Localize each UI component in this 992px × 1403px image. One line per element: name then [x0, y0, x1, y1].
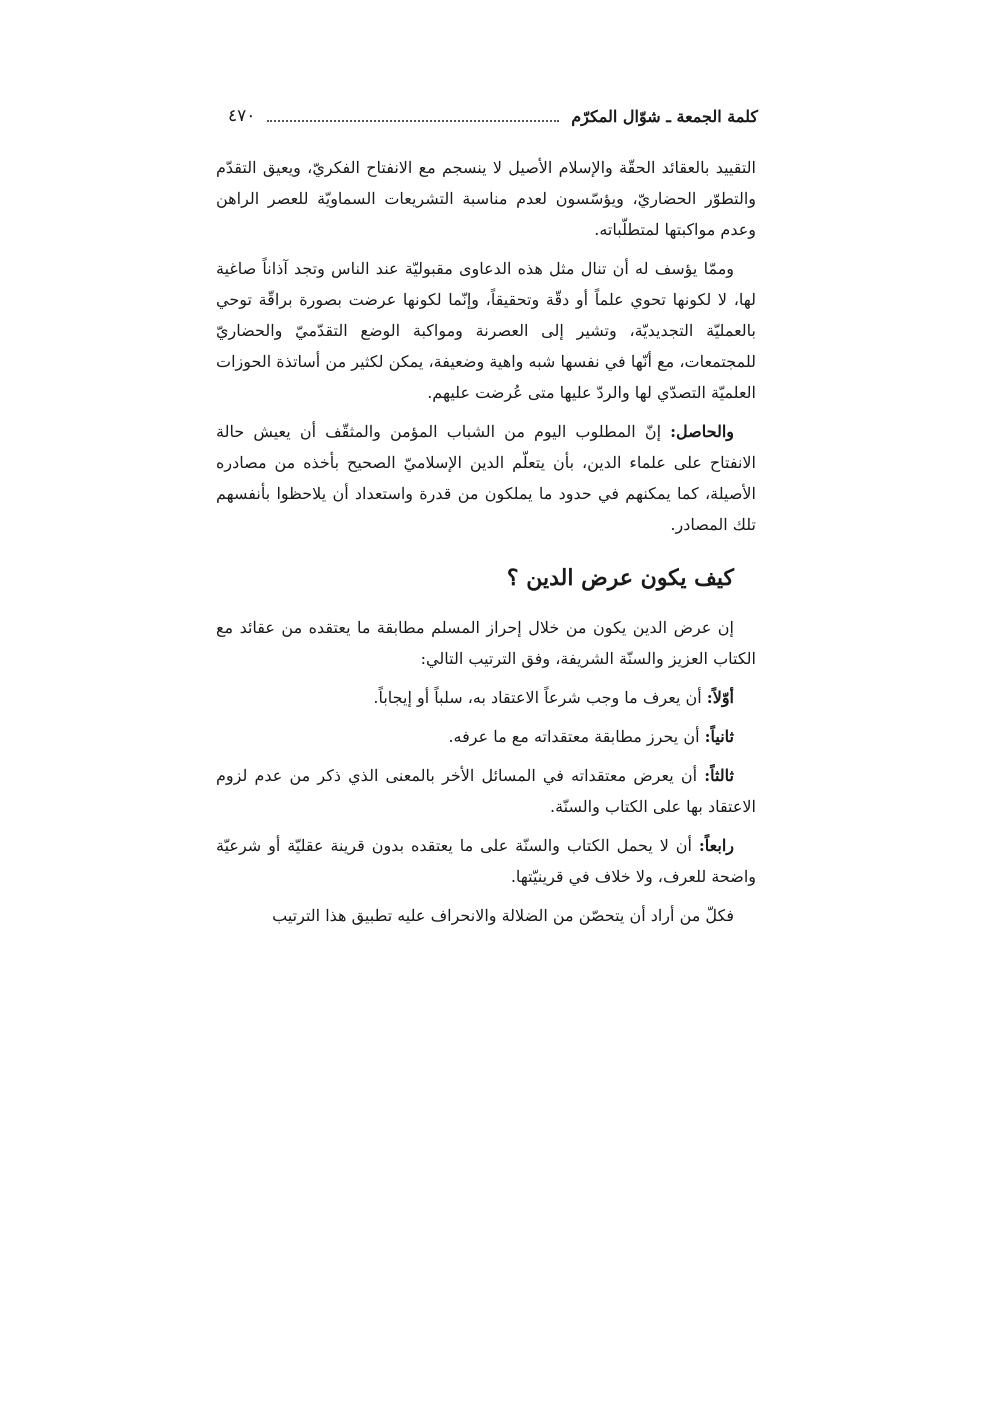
step-label: ثالثاً:	[704, 766, 734, 785]
page-number: ٤٧٠	[228, 106, 256, 126]
step-third	[216, 760, 756, 822]
step-text: أن يحرز مطابقة معتقداته مع ما عرفه.	[448, 727, 705, 746]
closing-paragraph: فكلّ من أراد أن يتحصّن من الضلالة والانحراف عليه تطبيق هذا الترتيب	[272, 906, 734, 925]
step-first	[216, 682, 756, 713]
step-label: رابعاً:	[698, 836, 734, 855]
page-body	[216, 152, 756, 939]
paragraph-conclusion	[216, 416, 756, 540]
section-heading: كيف يكون عرض الدين ؟	[506, 565, 734, 591]
step-fourth	[216, 830, 756, 892]
step-label: أوّلاً:	[706, 688, 734, 707]
step-text: أن يعرف ما وجب شرعاً الاعتقاد به، سلباً أو إيجاباً.	[373, 688, 707, 707]
header-title: كلمة الجمعة ـ شوّال المكرّم	[571, 106, 758, 126]
step-text: أن لا يحمل الكتاب والسنّة على ما يعتقده بدون قرينة عقليّة أو شرعيّة واضحة للعرف، ولا خلاف في قرينيّتها.	[216, 836, 756, 886]
step-text: أن يعرض معتقداته في المسائل الأخر بالمعنى الذي ذكر من عدم لزوم الاعتقاد بها على الكتاب والسنّة.	[216, 766, 756, 816]
running-header	[228, 98, 758, 134]
section-intro: إن عرض الدين يكون من خلال إحراز المسلم مطابقة ما يعتقده من عقائد مع الكتاب العزيز والسنّة الشريفة، وفق الترتيب التالي:	[216, 618, 756, 668]
step-label: ثانياً:	[704, 727, 734, 746]
step-second	[216, 721, 756, 752]
paragraph-continuation: التقييد بالعقائد الحقّة والإسلام الأصيل لا ينسجم مع الانفتاح الفكريّ، ويعيق التقدّم والتطوّر الحضاريّ، ويؤسّسون لعدم مناسبة التشريعات السماويّة للعصر الراهن وعدم مواكبتها لمتطلّباته.	[216, 158, 756, 239]
conclusion-label: والحاصل:	[670, 422, 734, 441]
conclusion-text: إنّ المطلوب اليوم من الشباب المؤمن والمثقّف أن يعيش حالة الانفتاح على علماء الدين، بأن يتعلّم الدين الإسلاميّ الصحيح بأخذه من مصادره الأصيلة، كما يمكنهم في حدود ما يملكون من قدرة واستعداد أن يلاحظوا بأنفسهم تلك المصادر.	[216, 422, 756, 534]
header-dotted-leader	[267, 120, 559, 122]
paragraph-regret: وممّا يؤسف له أن تنال مثل هذه الدعاوى مقبوليّة عند الناس وتجد آذاناً صاغية لها، لا لكونها تحوي علماً أو دقّة وتحقيقاً، وإنّما لكونها عرضت بصورة براقّة توحي بالعمليّة التجديديّة، وتشير إلى العصرنة ومواكبة الوضع التقدّميّ والحضاريّ للمجتمعات، مع أنّها في نفسها شبه واهية وضعيفة، يمكن لكثير من أساتذة الحوزات العلميّة التصدّي لها والردّ عليها متى عُرضت عليهم.	[216, 259, 756, 402]
